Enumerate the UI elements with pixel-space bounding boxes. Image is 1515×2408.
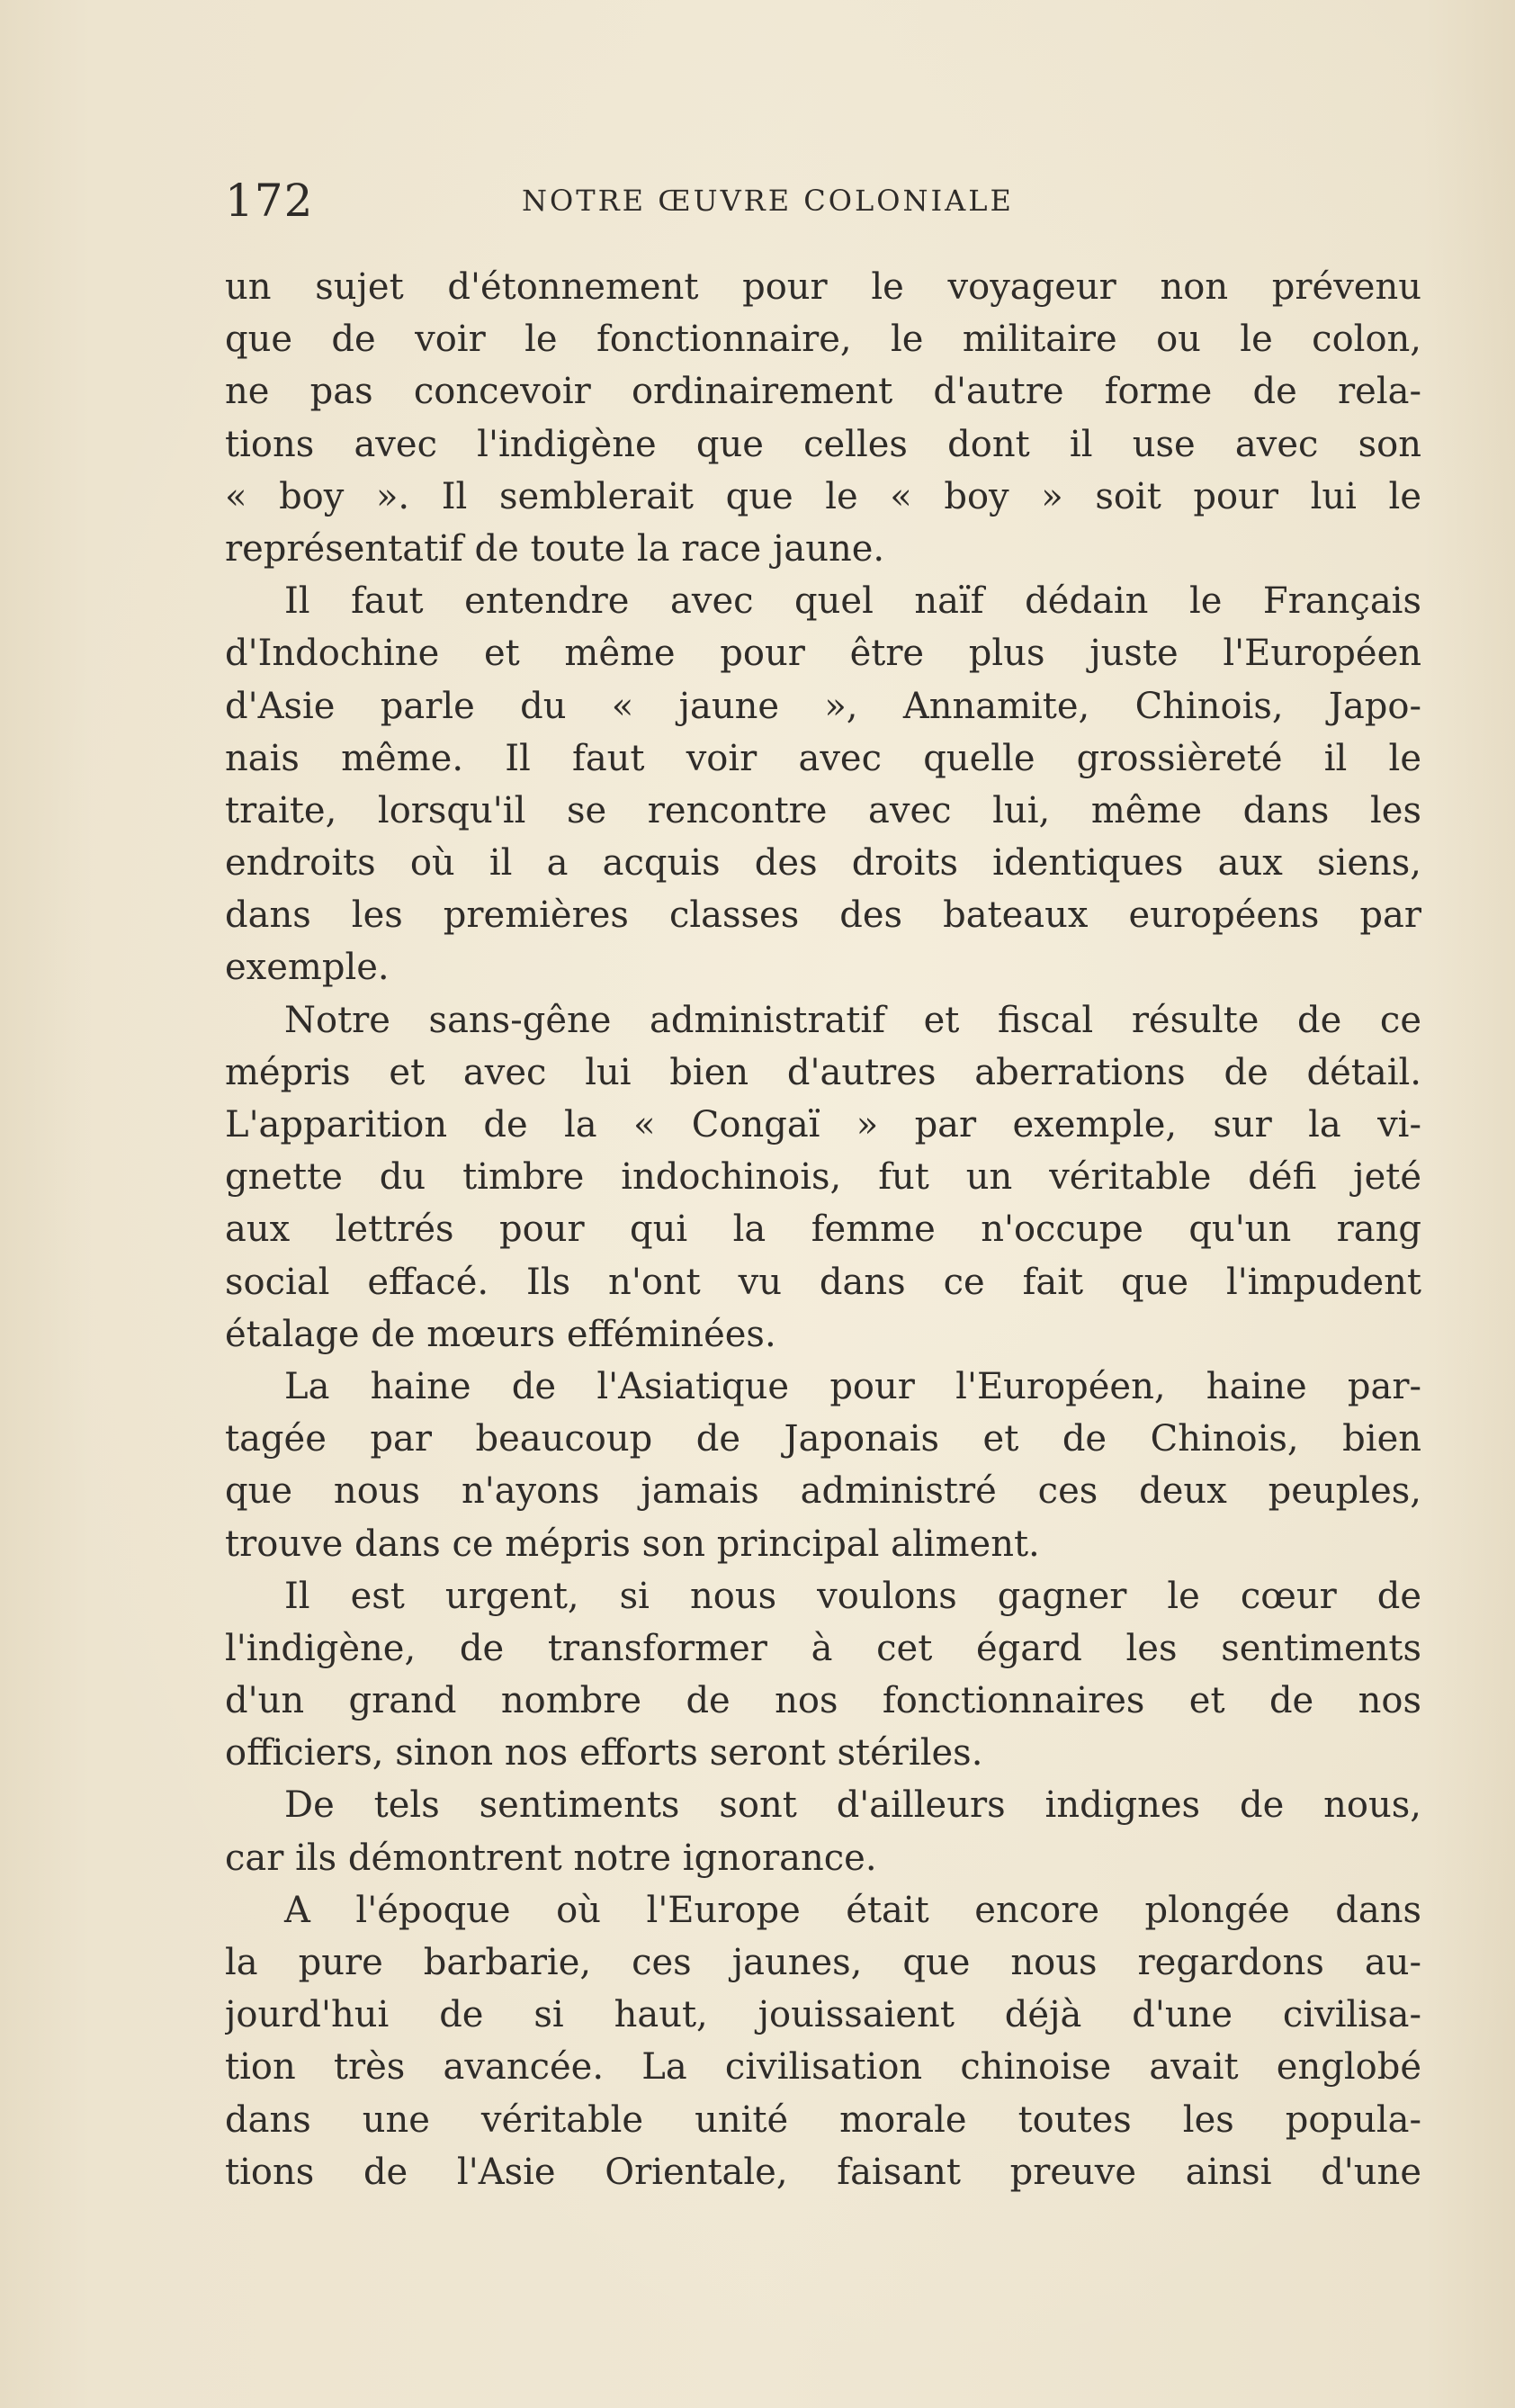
- text-line: d'un grand nombre de nos fonctionnaires et de nos: [225, 1680, 1421, 1722]
- text-line: que nous n'ayons jamais administré ces deux peuples,: [225, 1470, 1421, 1513]
- running-head: [225, 175, 1134, 229]
- text-line: traite, lorsqu'il se rencontre avec lui, même dans les: [225, 789, 1421, 831]
- text-line: trouve dans ce mépris son principal aliment.: [225, 1523, 1040, 1565]
- text-line: « boy ». Il semblerait que le « boy » soit pour lui le: [225, 475, 1421, 517]
- text-line: tion très avancée. La civilisation chinoise avait englobé: [225, 2046, 1421, 2089]
- text-line: aux lettrés pour qui la femme n'occupe qu'un rang: [225, 1208, 1421, 1251]
- paragraph-start-line: A l'époque où l'Europe était encore plongée dans: [284, 1889, 1421, 1931]
- paragraph-start-line: De tels sentiments sont d'ailleurs indignes de nous,: [284, 1784, 1421, 1827]
- text-line: la pure barbarie, ces jaunes, que nous regardons au-: [225, 1942, 1421, 1983]
- text-line: dans une véritable unité morale toutes les popula-: [225, 2098, 1421, 2141]
- text-line: social effacé. Ils n'ont vu dans ce fait que l'impudent: [225, 1261, 1421, 1303]
- paragraph-start-line: La haine de l'Asiatique pour l'Européen, haine par-: [284, 1365, 1421, 1407]
- text-line: tions avec l'indigène que celles dont il use avec son: [225, 423, 1421, 465]
- text-line: nais même. Il faut voir avec quelle grossièreté il le: [225, 737, 1421, 779]
- text-line: dans les premières classes des bateaux européens par: [225, 894, 1421, 937]
- text-line: tagée par beaucoup de Japonais et de Chinois, bien: [225, 1418, 1421, 1460]
- running-title: NOTRE ŒUVRE COLONIALE: [522, 184, 1014, 218]
- text-line: gnette du timbre indochinois, fut un véritable défi jeté: [225, 1156, 1421, 1199]
- page-number: 172: [225, 175, 314, 227]
- text-line: étalage de mœurs efféminées.: [225, 1313, 776, 1355]
- text-line: officiers, sinon nos efforts seront stériles.: [225, 1732, 983, 1775]
- text-line: tions de l'Asie Orientale, faisant preuve ainsi d'une: [225, 2151, 1421, 2193]
- paragraph-start-line: Il faut entendre avec quel naïf dédain le Français: [284, 580, 1421, 623]
- text-line: exemple.: [225, 947, 390, 989]
- body-text: [225, 261, 1421, 2198]
- text-line: mépris et avec lui bien d'autres aberrations de détail.: [225, 1051, 1421, 1093]
- text-line: endroits où il a acquis des droits identiques aux siens,: [225, 842, 1421, 885]
- text-line: un sujet d'étonnement pour le voyageur non prévenu: [225, 266, 1421, 308]
- text-line: d'Asie parle du « jaune », Annamite, Chinois, Japo-: [225, 685, 1421, 727]
- text-line: ne pas concevoir ordinairement d'autre forme de rela-: [225, 371, 1421, 413]
- text-line: représentatif de toute la race jaune.: [225, 527, 885, 570]
- paragraph-start-line: Il est urgent, si nous voulons gagner le cœur de: [284, 1575, 1421, 1617]
- paragraph-start-line: Notre sans-gêne administratif et fiscal résulte de ce: [284, 999, 1421, 1041]
- text-line: L'apparition de la « Congaï » par exemple, sur la vi-: [225, 1104, 1421, 1146]
- text-line: que de voir le fonctionnaire, le militaire ou le colon,: [225, 319, 1421, 361]
- text-line: jourd'hui de si haut, jouissaient déjà d'une civilisa-: [225, 1994, 1421, 2036]
- text-line: car ils démontrent notre ignorance.: [225, 1837, 877, 1879]
- text-line: l'indigène, de transformer à cet égard les sentiments: [225, 1627, 1421, 1669]
- text-line: d'Indochine et même pour être plus juste l'Européen: [225, 633, 1421, 675]
